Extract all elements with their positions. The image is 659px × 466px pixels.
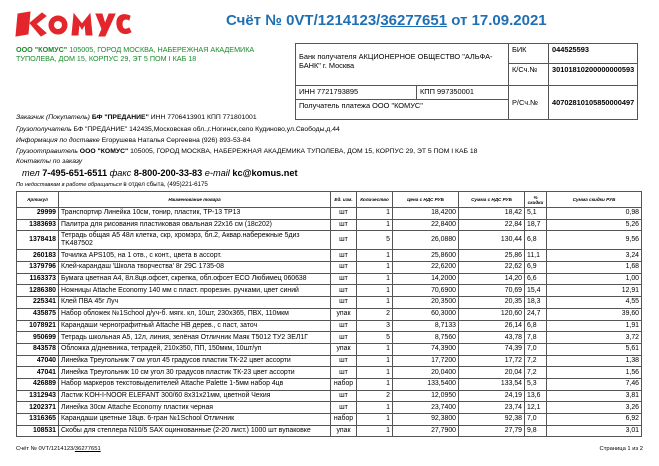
row-price: 133,5400 (393, 378, 459, 390)
row-qty: 1 (357, 250, 393, 262)
row-qty: 1 (357, 367, 393, 379)
row-price: 70,6900 (393, 285, 459, 297)
supplier-header: ООО "КОМУС" 105005, ГОРОД МОСКВА, НАБЕРЕЖНАЯ АКАДЕМИКА ТУПОЛЕВА, ДОМ 15, КОРПУС 29, ЭТ 5 ПОМ I КАБ 18 (16, 45, 255, 63)
kpp-value: КПП 997350001 (417, 86, 509, 100)
row-discount-pct: 9,8 (525, 425, 547, 437)
row-discount-sum: 12,91 (547, 285, 642, 297)
row-unit: шт (331, 402, 357, 414)
row-discount-pct: 7,2 (525, 355, 547, 367)
row-sum: 20,35 (459, 297, 525, 309)
recipient-bank: Банк получателя АКЦИОНЕРНОЕ ОБЩЕСТВО "АЛЬФА-БАНК" г. Москва (296, 44, 509, 86)
invoice-title: Счёт № 0VT/1214123/36277651 от 17.09.2021 (226, 12, 547, 29)
row-discount-sum: 3,24 (547, 250, 642, 262)
row-name: Тетрадь школьная А5, 12л, линия, зелёная Отличник Маяк Т5012 ТУ2 ЗЕЛ1Г (59, 332, 331, 344)
col-qty: Количество (357, 192, 393, 208)
row-name: Линейка 30см Attache Economy пластик черная (59, 402, 331, 414)
delivery-line: Информация по доставке Егорушева Наталья Сергеевна (926) 893-53-84 (16, 137, 251, 144)
row-discount-pct: 6,8 (525, 231, 547, 250)
row-discount-pct: 6,6 (525, 273, 547, 285)
row-unit: шт (331, 273, 357, 285)
row-name: Набор маркеров текстовыделителей Attache Palette 1-5мм набор 4цв (59, 378, 331, 390)
row-discount-pct: 18,7 (525, 219, 547, 231)
row-price: 12,0950 (393, 390, 459, 402)
row-article: 47041 (17, 367, 59, 379)
email-link[interactable]: kc@komus.net (229, 168, 298, 178)
row-name: Ножницы Attache Economy 140 мм с пласт. прорезин. ручками, цвет синий (59, 285, 331, 297)
row-article: 1379796 (17, 262, 59, 274)
table-row (17, 355, 642, 367)
row-price: 22,6200 (393, 262, 459, 274)
row-qty: 5 (357, 231, 393, 250)
row-qty: 1 (357, 425, 393, 437)
row-qty: 3 (357, 320, 393, 332)
row-article: 1312943 (17, 390, 59, 402)
row-name: Бумага цветная А4, 8л.8цв.офсет, скрепка, обл.офсет ECO Любимец 060638 (59, 273, 331, 285)
row-discount-sum: 7,46 (547, 378, 642, 390)
row-unit: набор (331, 378, 357, 390)
row-price: 74,3900 (393, 343, 459, 355)
table-row (17, 208, 642, 220)
col-discount-sum: Сумма скидки РУБ (547, 192, 642, 208)
col-name: Наименование товара (59, 192, 331, 208)
row-discount-sum: 1,56 (547, 367, 642, 379)
footer-invoice-ref: Счёт № 0VT/1214123/36277651 (16, 446, 101, 452)
ks-label: К/Сч.№ (509, 64, 549, 86)
row-article: 950699 (17, 332, 59, 344)
row-sum: 14,20 (459, 273, 525, 285)
row-name: Транспортир Линейка 10см, тонир, пластик, TP-13 TP13 (59, 208, 331, 220)
row-discount-sum: 39,60 (547, 308, 642, 320)
row-sum: 120,60 (459, 308, 525, 320)
goods-table (16, 191, 642, 437)
col-unit: Ед. изм. (331, 192, 357, 208)
row-sum: 133,54 (459, 378, 525, 390)
rs-value: 40702810105850000497 (549, 86, 638, 120)
row-discount-pct: 7,0 (525, 414, 547, 426)
row-article: 108531 (17, 425, 59, 437)
row-price: 60,3000 (393, 308, 459, 320)
row-price: 8,7560 (393, 332, 459, 344)
row-price: 27,7900 (393, 425, 459, 437)
row-discount-sum: 6,92 (547, 414, 642, 426)
row-name: Палитра для рисования пластиковая овальная 22х16 см (18с202) (59, 219, 331, 231)
row-price: 14,2000 (393, 273, 459, 285)
row-price: 26,0880 (393, 231, 459, 250)
row-qty: 1 (357, 402, 393, 414)
row-price: 23,7400 (393, 402, 459, 414)
row-article: 1378418 (17, 231, 59, 250)
customer-line: Заказчик (Покупатель) БФ "ПРЕДАНИЕ" ИНН 7706413901 КПП 771801001 (16, 114, 257, 121)
row-discount-pct: 6,8 (525, 320, 547, 332)
col-article: Артикул (17, 192, 59, 208)
row-article: 47040 (17, 355, 59, 367)
table-row (17, 343, 642, 355)
row-price: 20,3500 (393, 297, 459, 309)
footer-page-number: Страница 1 из 2 (599, 446, 643, 452)
row-unit: шт (331, 219, 357, 231)
row-price: 8,7133 (393, 320, 459, 332)
row-qty: 2 (357, 308, 393, 320)
komus-logo (14, 8, 132, 38)
row-discount-sum: 1,38 (547, 355, 642, 367)
row-discount-sum: 3,01 (547, 425, 642, 437)
table-header-row (17, 192, 642, 208)
shipper-line: Грузоотправитель ООО "КОМУС" 105005, ГОРОД МОСКВА, НАБЕРЕЖНАЯ АКАДЕМИКА ТУПОЛЕВА, ДОМ 15, КОРПУС 29, ЭТ 5 ПОМ I КАБ 18 (16, 148, 478, 155)
table-row (17, 425, 642, 437)
table-row (17, 320, 642, 332)
row-unit: шт (331, 320, 357, 332)
inn-value: ИНН 7721793895 (296, 86, 417, 100)
row-discount-sum: 3,26 (547, 402, 642, 414)
row-unit: шт (331, 390, 357, 402)
row-unit: упак (331, 425, 357, 437)
table-row (17, 378, 642, 390)
row-discount-pct: 11,1 (525, 250, 547, 262)
row-discount-pct: 24,7 (525, 308, 547, 320)
row-qty: 1 (357, 378, 393, 390)
row-discount-pct: 5,3 (525, 378, 547, 390)
row-discount-pct: 7,2 (525, 367, 547, 379)
row-discount-sum: 9,56 (547, 231, 642, 250)
row-sum: 130,44 (459, 231, 525, 250)
row-discount-sum: 5,61 (547, 343, 642, 355)
complaints-note: По недоставкам в работе обращаться в отдел сбыта, (495)221-6175 (16, 181, 208, 188)
row-name: Карандаши чернографитный Attache HB дерев., с паст, заточ (59, 320, 331, 332)
row-discount-sum: 0,98 (547, 208, 642, 220)
row-unit: шт (331, 297, 357, 309)
row-sum: 26,14 (459, 320, 525, 332)
col-sum: Сумма с НДС РУБ (459, 192, 525, 208)
row-article: 225341 (17, 297, 59, 309)
row-article: 1202371 (17, 402, 59, 414)
row-discount-pct: 7,8 (525, 332, 547, 344)
row-sum: 22,62 (459, 262, 525, 274)
table-row (17, 402, 642, 414)
row-qty: 1 (357, 355, 393, 367)
row-discount-sum: 5,26 (547, 219, 642, 231)
bik-label: БИК (509, 44, 549, 64)
table-row (17, 250, 642, 262)
row-qty: 1 (357, 273, 393, 285)
row-price: 18,4200 (393, 208, 459, 220)
contacts-label: Контакты по заказу (16, 158, 83, 165)
table-row (17, 219, 642, 231)
row-unit: шт (331, 332, 357, 344)
row-unit: шт (331, 231, 357, 250)
row-sum: 43,78 (459, 332, 525, 344)
row-discount-pct: 5,1 (525, 208, 547, 220)
row-unit: упак (331, 343, 357, 355)
row-article: 1078921 (17, 320, 59, 332)
table-row (17, 367, 642, 379)
row-unit: шт (331, 285, 357, 297)
row-unit: шт (331, 355, 357, 367)
row-article: 29999 (17, 208, 59, 220)
consignee-line: Грузополучатель БФ "ПРЕДАНИЕ" 142435,Московская обл.,г.Ногинск,село Кудиново,ул.Свободы,д.44 (16, 126, 340, 133)
row-name: Клей-карандаш 'Школа творчества' 8г 29С 1735-08 (59, 262, 331, 274)
row-price: 20,0400 (393, 367, 459, 379)
row-discount-pct: 6,9 (525, 262, 547, 274)
row-discount-pct: 7,0 (525, 343, 547, 355)
row-sum: 23,74 (459, 402, 525, 414)
bik-value: 044525593 (549, 44, 638, 64)
row-sum: 27,79 (459, 425, 525, 437)
table-row (17, 297, 642, 309)
row-name: Скобы для степлера N10/5 SAX оцинкованные (2-20 лист.) 1000 шт вупаковке (59, 425, 331, 437)
row-qty: 1 (357, 297, 393, 309)
row-article: 426889 (17, 378, 59, 390)
row-discount-sum: 1,68 (547, 262, 642, 274)
row-qty: 1 (357, 262, 393, 274)
row-article: 435875 (17, 308, 59, 320)
row-qty: 1 (357, 414, 393, 426)
row-name: Тетрадь общая А5 48л клетка, скр, хромэрз, бл.2, Аквар.набережные 5диз TK487502 (59, 231, 331, 250)
row-unit: упак (331, 308, 357, 320)
row-unit: набор (331, 414, 357, 426)
row-unit: шт (331, 208, 357, 220)
row-discount-pct: 18,3 (525, 297, 547, 309)
row-qty: 1 (357, 208, 393, 220)
row-name: Обложка д/дневника, тетрадей, 210х350, ПП, 150мкм, 10шт/уп (59, 343, 331, 355)
row-article: 1383693 (17, 219, 59, 231)
table-row (17, 231, 642, 250)
row-qty: 1 (357, 285, 393, 297)
row-sum: 70,69 (459, 285, 525, 297)
row-discount-sum: 1,00 (547, 273, 642, 285)
row-name: Линейка Треугольник 10 см угол 30 градусов пластик ТК-23 цвет ассорти (59, 367, 331, 379)
row-qty: 5 (357, 332, 393, 344)
row-qty: 1 (357, 343, 393, 355)
payee: Получатель платежа ООО "КОМУС" (296, 100, 509, 120)
row-name: Линейка Треугольник 7 см угол 45 градусов пластик ТК-22 цвет ассорти (59, 355, 331, 367)
row-name: Карандаши цветные 18цв. 6-гран №1School Отличник (59, 414, 331, 426)
row-sum: 25,86 (459, 250, 525, 262)
row-article: 1163373 (17, 273, 59, 285)
row-discount-sum: 3,81 (547, 390, 642, 402)
row-price: 22,8400 (393, 219, 459, 231)
row-sum: 18,42 (459, 208, 525, 220)
bank-details-table (295, 43, 638, 120)
row-sum: 74,39 (459, 343, 525, 355)
row-name: Набор обложек №1School д/уч-б. мягк. кл, 10шт, 230х365, ПВХ, 110мкм (59, 308, 331, 320)
row-discount-sum: 4,55 (547, 297, 642, 309)
row-sum: 24,19 (459, 390, 525, 402)
row-discount-pct: 12,1 (525, 402, 547, 414)
col-discount-pct: % скидки (525, 192, 547, 208)
row-discount-sum: 3,72 (547, 332, 642, 344)
table-row (17, 262, 642, 274)
row-discount-pct: 13,6 (525, 390, 547, 402)
table-row (17, 332, 642, 344)
row-price: 25,8600 (393, 250, 459, 262)
row-sum: 20,04 (459, 367, 525, 379)
row-unit: шт (331, 262, 357, 274)
row-qty: 2 (357, 390, 393, 402)
row-discount-sum: 1,91 (547, 320, 642, 332)
row-price: 92,3800 (393, 414, 459, 426)
row-discount-pct: 15,4 (525, 285, 547, 297)
row-article: 843578 (17, 343, 59, 355)
table-row (17, 414, 642, 426)
contacts-phones: тел 7-495-651-6511 факс 8-800-200-33-83 e-mail kc@komus.net (22, 168, 298, 178)
invoice-number-link[interactable]: 36277651 (380, 12, 448, 29)
table-row (17, 273, 642, 285)
row-name: Клей ПВА 45г Луч (59, 297, 331, 309)
col-price: Цена с НДС РУБ (393, 192, 459, 208)
row-unit: шт (331, 367, 357, 379)
row-article: 1316365 (17, 414, 59, 426)
ks-value: 30101810200000000593 (549, 64, 638, 86)
row-sum: 22,84 (459, 219, 525, 231)
row-name: Ластик KOH-I-NOOR ELEFANT 300/60 8х31х21мм, цветной Чехия (59, 390, 331, 402)
table-row (17, 390, 642, 402)
row-price: 17,7200 (393, 355, 459, 367)
rs-label: Р/Сч.№ (509, 86, 549, 120)
row-article: 1286380 (17, 285, 59, 297)
row-name: Точилка APS105, на 1 отв., с конт., цвета в ассорт. (59, 250, 331, 262)
row-sum: 92,38 (459, 414, 525, 426)
row-article: 260183 (17, 250, 59, 262)
row-qty: 1 (357, 219, 393, 231)
table-row (17, 285, 642, 297)
row-unit: шт (331, 250, 357, 262)
table-row (17, 308, 642, 320)
row-sum: 17,72 (459, 355, 525, 367)
